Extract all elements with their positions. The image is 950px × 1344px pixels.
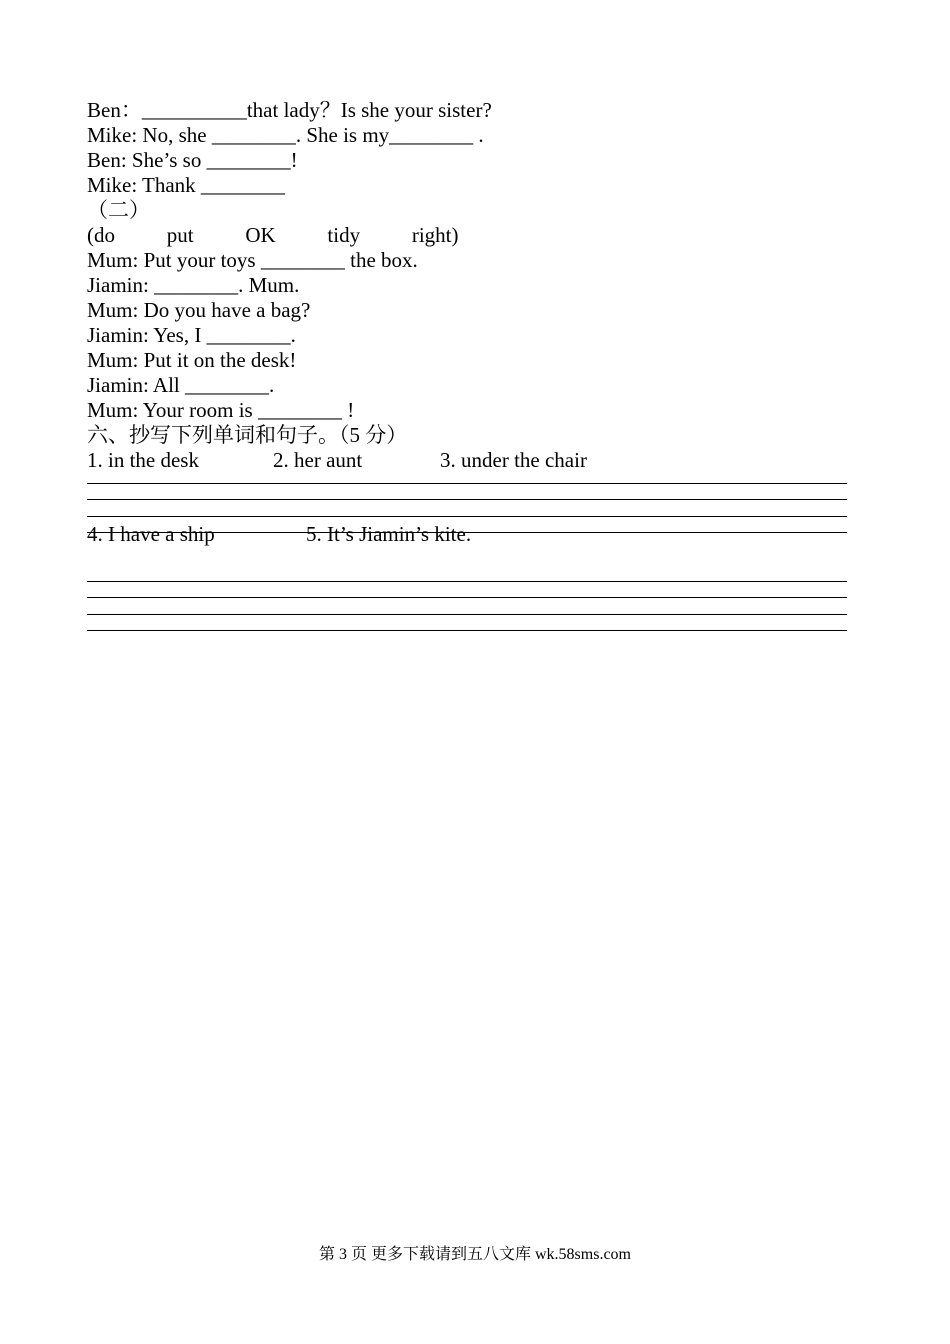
- dialogue-line-ben-1: Ben：__________that lady？Is she your sister?: [87, 98, 492, 122]
- dialogue-line-mum-2: Mum: Do you have a bag?: [87, 298, 311, 322]
- dialogue-line-mike-1: Mike: No, she ________. She is my________ .: [87, 123, 484, 147]
- writing-line: [87, 597, 847, 598]
- copy-item-4: 4. I have a ship: [87, 522, 215, 546]
- writing-line: [87, 483, 847, 484]
- dialogue-line-mike-2: Mike: Thank ________: [87, 173, 285, 197]
- dialogue-line-mum-3: Mum: Put it on the desk!: [87, 348, 297, 372]
- page-footer: 第 3 页 更多下载请到五八文库 wk.58sms.com: [318, 1246, 631, 1263]
- dialogue-line-jiamin-3: Jiamin: All ________.: [87, 373, 275, 397]
- dialogue-line-mum-4: Mum: Your room is ________ !: [87, 398, 355, 422]
- dialogue-line-jiamin-2: Jiamin: Yes, I ________.: [87, 323, 296, 347]
- dialogue-line-ben-2: Ben: She’s so ________!: [87, 148, 298, 172]
- part-two-heading: （二）: [87, 198, 150, 222]
- copy-item-2: 2. her aunt: [273, 448, 363, 472]
- section-six-title: 六、抄写下列单词和句子。（5 分）: [87, 423, 408, 447]
- writing-line: [87, 614, 847, 615]
- word-options: (do put OK tidy right): [87, 223, 459, 247]
- writing-line: [87, 499, 847, 500]
- dialogue-line-jiamin-1: Jiamin: ________. Mum.: [87, 273, 300, 297]
- copy-item-5: 5. It’s Jiamin’s kite.: [306, 522, 472, 546]
- writing-line: [87, 516, 847, 517]
- copy-item-1: 1. in the desk: [87, 448, 199, 472]
- writing-line: [87, 581, 847, 582]
- dialogue-line-mum-1: Mum: Put your toys ________ the box.: [87, 248, 418, 272]
- writing-line: [87, 630, 847, 631]
- copy-item-3: 3. under the chair: [440, 448, 587, 472]
